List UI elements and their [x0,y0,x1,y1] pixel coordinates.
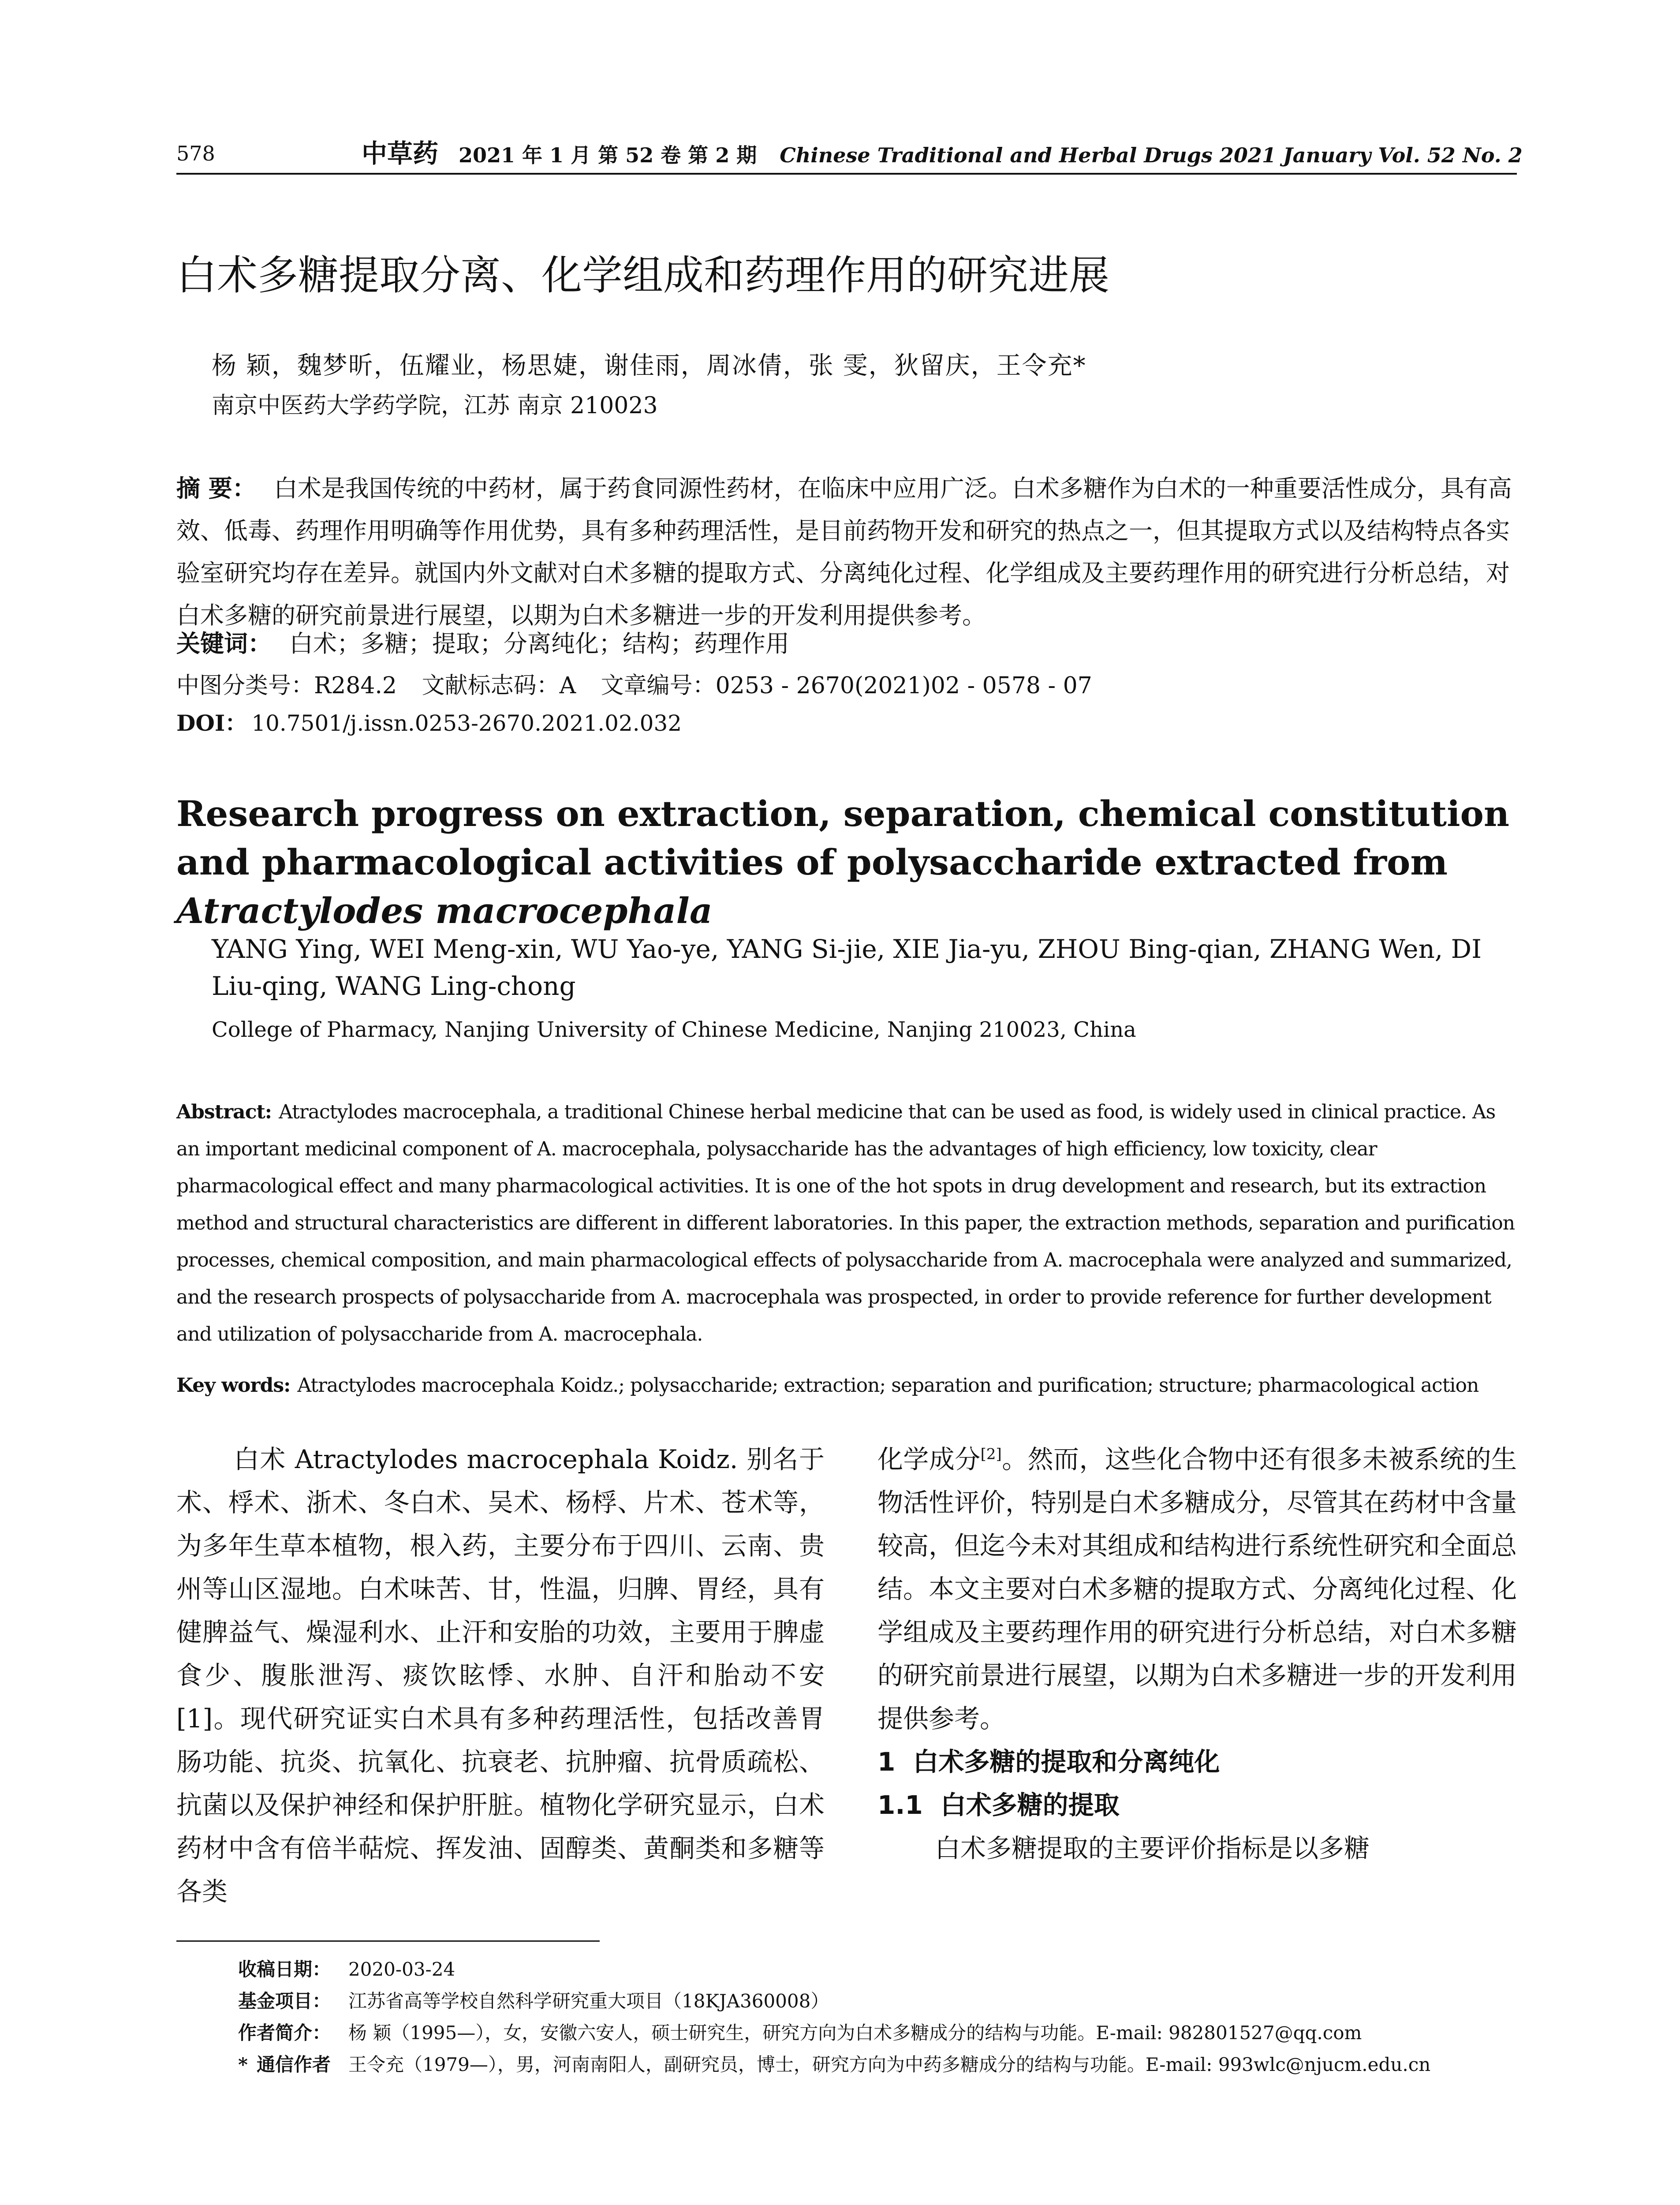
document-code: 文献标志码：A [422,673,576,699]
body-right-text-a: 化学成分 [877,1444,981,1474]
issue-cn: 2021 年 1 月 第 52 卷 第 2 期 [459,143,757,167]
reference-citation[interactable]: [2] [980,1445,1002,1463]
keywords-en [176,1367,1517,1404]
footnote-corresponding [238,2049,1517,2081]
affiliation-cn: 南京中医药大学药学院，江苏 南京 210023 [212,392,658,419]
clc-number: 中图分类号：R284.2 [176,673,397,699]
corresponding-label: 通信作者 [256,2054,331,2075]
body-right-column [877,1438,1517,1870]
author-label: 作者简介： [238,2022,331,2044]
section-heading-1 [877,1740,1517,1783]
footnote-author [238,2017,1517,2049]
article-number: 文章编号：0253 - 2670(2021)02 - 0578 - 07 [601,673,1092,699]
corresponding-text: 王令充（1979—），男，河南南阳人，副研究员，博士，研究方向为中药多糖成分的结构与功能。E-mail: 993wlc@njucm.edu.cn [348,2054,1431,2075]
journal-logo: 中草药 [362,138,439,168]
author-bio: 杨 颖（1995—），女，安徽六安人，硕士研究生，研究方向为白术多糖成分的结构与功能。E-mail: 982801527@qq.com [348,2022,1362,2044]
received-date: 2020-03-24 [348,1958,455,1980]
classification-line [176,668,1110,703]
authors-en: YANG Ying, WEI Meng-xin, WU Yao-ye, YANG Si-jie, XIE Jia-yu, ZHOU Bing-qian, ZHANG Wen, DI Liu-qing, WANG Ling-chong [212,934,1482,1001]
corresponding-star: * [238,2054,248,2075]
header-rule [176,173,1517,175]
abstract-en-text: Atractylodes macrocephala, a traditional Chinese herbal medicine that can be used as food, is widely used in clinical practice. As an important medicinal component of A. macrocephala, polysaccharide has the advantages of high efficiency, low toxicity, clear pharmacological effect and many pharmacological activities. It is one of the hot spots in drug development and research, but its extraction method and structural characteristics are different in different laboratories. In this paper, the extraction methods, separation and purification processes, chemical composition, and main pharmacological effects of polysaccharide from A. macrocephala were analyzed and summarized, and the research prospects of polysaccharide from A. macrocephala was prospected, in order to provide reference for further development and utilization of polysaccharide from A. macrocephala. [176,1101,1515,1345]
doi-link[interactable]: 10.7501/j.issn.0253-2670.2021.02.032 [251,710,682,736]
affiliation-en: College of Pharmacy, Nanjing University of Chinese Medicine, Nanjing 210023, China [212,1017,1136,1042]
article-title-en [176,789,1517,935]
subsection-number: 1.1 [877,1790,923,1820]
body-right-paragraph-1 [877,1438,1517,1740]
subsection-title: 白术多糖的提取 [940,1790,1120,1820]
article-title-cn: 白术多糖提取分离、化学组成和药理作用的研究进展 [176,252,1110,299]
authors-cn: 杨 颖，魏梦昕，伍耀业，杨思婕，谢佳雨，周冰倩，张 雯，狄留庆，王令充* [212,351,1086,380]
body-right-text-b: 。然而，这些化合物中还有很多未被系统的生物活性评价，特别是白术多糖成分，尽管其在药材中含量较高，但迄今未对其组成和结构进行系统性研究和全面总结。本文主要对白术多糖的提取方式、分离纯化过程、化学组成及主要药理作用的研究进行分析总结，对白术多糖的研究前景进行展望，以期为白术多糖进一步的开发利用提供参考。 [877,1444,1517,1734]
title-en-main: Research progress on extraction, separation, chemical constitution and pharmacological activities of polysaccharide extracted from [176,793,1510,883]
page-number: 578 [176,142,215,165]
journal-header [362,140,1523,168]
abstract-cn-text: 白术是我国传统的中药材，属于药食同源性药材，在临床中应用广泛。白术多糖作为白术的一种重要活性成分，具有高效、低毒、药理作用明确等作用优势，具有多种药理活性，是目前药物开发和研究的热点之一，但其提取方式以及结构特点各实验室研究均存在差异。就国内外文献对白术多糖的提取方式、分离纯化过程、化学组成及主要药理作用的研究进行分析总结，对白术多糖的研究前景进行展望，以期为白术多糖进一步的开发利用提供参考。 [176,475,1512,629]
footnote-fund [238,1985,1517,2017]
abstract-en [176,1094,1517,1353]
title-en-species: Atractylodes macrocephala [176,890,713,931]
fund-label: 基金项目： [238,1990,331,2012]
keywords-cn [176,626,1517,662]
abstract-cn-label: 摘 要： [176,475,256,502]
section-number: 1 [877,1747,896,1777]
footnotes [238,1954,1517,2081]
doi-label: DOI： [176,710,247,736]
abstract-cn [176,467,1517,637]
received-label: 收稿日期： [238,1958,331,1980]
footnote-rule [176,1940,600,1942]
body-left-column: 白术 Atractylodes macrocephala Koidz. 别名于术、桴术、浙术、冬白术、吴术、杨桴、片术、苍术等，为多年生草本植物，根入药，主要分布于四川、云南、贵州等山区湿地。白术味苦、甘，性温，归脾、胃经，具有健脾益气、燥湿利水、止汗和安胎的功效，主要用于脾虚食少、腹胀泄泻、痰饮眩悸、水肿、自汗和胎动不安[1]。现代研究证实白术具有多种药理活性，包括改善胃肠功能、抗炎、抗氧化、抗衰老、抗肿瘤、抗骨质疏松、抗菌以及保护神经和保护肝脏。植物化学研究显示，白术药材中含有倍半萜烷、挥发油、固醇类、黄酮类和多糖等各类 [176,1444,825,1906]
doi-line [176,706,682,741]
keywords-en-text: Atractylodes macrocephala Koidz.; polysaccharide; extraction; separation and purification; structure; pharmacological action [297,1374,1479,1397]
abstract-en-label: Abstract: [176,1101,272,1123]
keywords-cn-text: 白术；多糖；提取；分离纯化；结构；药理作用 [289,630,789,658]
issue-en: Chinese Traditional and Herbal Drugs 2021 January Vol. 52 No. 2 [780,143,1523,167]
subsection-heading-1-1 [877,1783,1517,1827]
keywords-cn-label: 关键词： [176,630,272,658]
section-title: 白术多糖的提取和分离纯化 [913,1747,1220,1777]
fund-text: 江苏省高等学校自然科学研究重大项目（18KJA360008） [348,1990,829,2012]
footnote-received [238,1954,1517,1985]
body-right-paragraph-2: 白术多糖提取的主要评价指标是以多糖 [935,1833,1370,1863]
keywords-en-label: Key words: [176,1374,291,1397]
